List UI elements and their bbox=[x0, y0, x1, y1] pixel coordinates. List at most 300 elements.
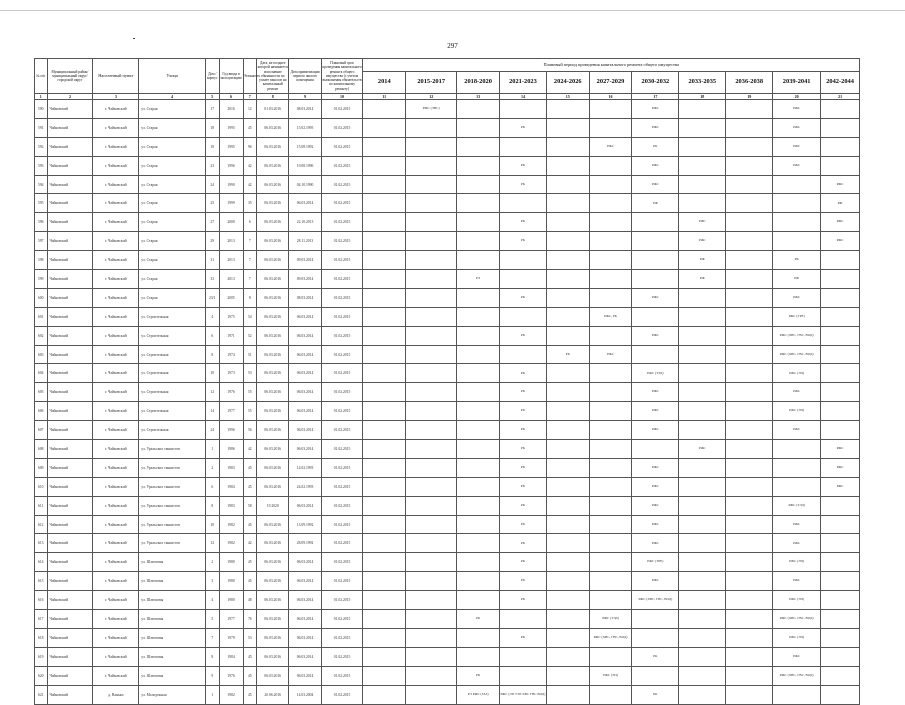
cell-period bbox=[406, 118, 457, 137]
cell-f: 56 bbox=[243, 421, 257, 440]
cell-no: 595 bbox=[35, 194, 48, 213]
cell-period bbox=[726, 194, 773, 213]
cell-period bbox=[726, 610, 773, 629]
cell-period bbox=[821, 402, 860, 421]
column-number: 11 bbox=[363, 94, 406, 100]
cell-y: 1984 bbox=[219, 647, 243, 666]
cell-period bbox=[679, 194, 726, 213]
cell-d1: 06.03.2016 bbox=[257, 515, 289, 534]
cell-set: г. Чайковский bbox=[93, 175, 139, 194]
cell-period bbox=[821, 591, 860, 610]
cell-period bbox=[546, 118, 589, 137]
cell-d3: 01.02.2015 bbox=[321, 251, 363, 270]
cell-period bbox=[546, 232, 589, 251]
table-row bbox=[35, 421, 860, 440]
cell-period bbox=[821, 421, 860, 440]
cell-h: 17 bbox=[205, 100, 219, 119]
cell-mun: Чайковский bbox=[47, 477, 93, 496]
cell-period bbox=[773, 194, 821, 213]
cell-h: 25 bbox=[205, 194, 219, 213]
cell-period bbox=[589, 591, 632, 610]
cell-mun: Чайковский bbox=[47, 440, 93, 459]
cell-d3: 01.02.2015 bbox=[321, 515, 363, 534]
cell-d2: 15.02.1995 bbox=[289, 118, 321, 137]
cell-str: ул. Старая bbox=[139, 288, 206, 307]
cell-period bbox=[457, 118, 500, 137]
cell-mun: Чайковский bbox=[47, 685, 93, 704]
cell-str: ул. Строительная bbox=[139, 421, 206, 440]
cell-period bbox=[457, 232, 500, 251]
cell-period bbox=[546, 156, 589, 175]
cell-y: 2013 bbox=[219, 270, 243, 289]
cell-period bbox=[499, 647, 546, 666]
cell-h: 23 bbox=[205, 156, 219, 175]
cell-h: 4 bbox=[205, 307, 219, 326]
cell-period bbox=[363, 572, 406, 591]
cell-period bbox=[499, 100, 546, 119]
cell-f: 7 bbox=[243, 232, 257, 251]
cell-str: ул. Уральских танкистов bbox=[139, 534, 206, 553]
cell-str: ул. Старая bbox=[139, 213, 206, 232]
cell-period bbox=[726, 647, 773, 666]
cell-d1: 06.03.2016 bbox=[257, 591, 289, 610]
cell-period bbox=[363, 270, 406, 289]
column-number: 20 bbox=[773, 94, 821, 100]
cell-period: РЖС bbox=[773, 383, 821, 402]
cell-period bbox=[406, 628, 457, 647]
cell-period bbox=[546, 610, 589, 629]
cell-y: 1973 bbox=[219, 364, 243, 383]
cell-period bbox=[546, 647, 589, 666]
cell-no: 606 bbox=[35, 402, 48, 421]
cell-period bbox=[546, 307, 589, 326]
cell-y: 1977 bbox=[219, 610, 243, 629]
cell-mun: Чайковский bbox=[47, 421, 93, 440]
cell-h: 27 bbox=[205, 213, 219, 232]
cell-period bbox=[457, 156, 500, 175]
cell-d3: 01.02.2015 bbox=[321, 421, 363, 440]
cell-d3: 01.02.2015 bbox=[321, 402, 363, 421]
cell-no: 609 bbox=[35, 458, 48, 477]
cell-period bbox=[363, 685, 406, 704]
column-number: 16 bbox=[589, 94, 632, 100]
cell-h: 2 bbox=[205, 553, 219, 572]
table-row bbox=[35, 345, 860, 364]
cell-period bbox=[457, 515, 500, 534]
cell-period: РЖС bbox=[679, 232, 726, 251]
cell-d1: 06.03.2016 bbox=[257, 477, 289, 496]
cell-h: 14 bbox=[205, 402, 219, 421]
cell-period bbox=[457, 100, 500, 119]
cell-period bbox=[406, 156, 457, 175]
col-header-commissioning-year: Год ввода в эксплуатацию bbox=[219, 59, 243, 94]
column-number: 21 bbox=[821, 94, 860, 100]
cell-period bbox=[499, 345, 546, 364]
cell-d1: 06.03.2016 bbox=[257, 270, 289, 289]
cell-period bbox=[821, 288, 860, 307]
cell-set: г. Чайковский bbox=[93, 270, 139, 289]
cell-str: ул. Старая bbox=[139, 232, 206, 251]
cell-y: 1996 bbox=[219, 156, 243, 175]
cell-period bbox=[363, 402, 406, 421]
cell-period bbox=[632, 251, 679, 270]
cell-period bbox=[546, 553, 589, 572]
cell-period bbox=[546, 496, 589, 515]
cell-h: 7 bbox=[205, 628, 219, 647]
cell-d2: 09.03.2014 bbox=[289, 251, 321, 270]
cell-period: РЖС bbox=[773, 156, 821, 175]
cell-d3: 01.02.2015 bbox=[321, 628, 363, 647]
cell-d2: 06.03.2014 bbox=[289, 610, 321, 629]
cell-period: РЖС bbox=[773, 100, 821, 119]
cell-no: 620 bbox=[35, 666, 48, 685]
cell-d1: 06.03.2016 bbox=[257, 345, 289, 364]
cell-period: РЖС bbox=[589, 345, 632, 364]
col-header-street: Улица bbox=[139, 59, 206, 94]
cell-no: 614 bbox=[35, 553, 48, 572]
cell-period: РК bbox=[457, 666, 500, 685]
cell-period bbox=[363, 553, 406, 572]
cell-period bbox=[363, 232, 406, 251]
cell-mun: Чайковский bbox=[47, 100, 93, 119]
cell-d3: 01.02.2015 bbox=[321, 591, 363, 610]
cell-set: г. Чайковский bbox=[93, 610, 139, 629]
cell-mun: Чайковский bbox=[47, 553, 93, 572]
cell-period bbox=[499, 137, 546, 156]
cell-period bbox=[726, 515, 773, 534]
cell-period bbox=[726, 421, 773, 440]
table-row bbox=[35, 534, 860, 553]
cell-str: ул. Шлюзовая bbox=[139, 666, 206, 685]
cell-period bbox=[589, 496, 632, 515]
table-row bbox=[35, 100, 860, 119]
cell-period bbox=[457, 496, 500, 515]
cell-period bbox=[726, 288, 773, 307]
cell-d3: 01.02.2015 bbox=[321, 534, 363, 553]
cell-d3: 01.02.2015 bbox=[321, 553, 363, 572]
cell-period bbox=[363, 251, 406, 270]
cell-period bbox=[363, 364, 406, 383]
cell-period bbox=[589, 383, 632, 402]
cell-f: 76 bbox=[243, 610, 257, 629]
cell-no: 597 bbox=[35, 232, 48, 251]
cell-period bbox=[363, 137, 406, 156]
cell-period: РЖС bbox=[773, 534, 821, 553]
cell-y: 2016 bbox=[219, 100, 243, 119]
cell-period: РЖ bbox=[773, 270, 821, 289]
cell-y: 1976 bbox=[219, 383, 243, 402]
cell-period bbox=[632, 307, 679, 326]
cell-period bbox=[363, 175, 406, 194]
cell-period bbox=[406, 572, 457, 591]
cell-h: 29 bbox=[205, 232, 219, 251]
cell-set: г. Чайковский bbox=[93, 515, 139, 534]
cell-mun: Чайковский bbox=[47, 270, 93, 289]
cell-str: ул. Старая bbox=[139, 156, 206, 175]
cell-set: г. Чайковский bbox=[93, 553, 139, 572]
cell-set: г. Чайковский bbox=[93, 156, 139, 175]
cell-period bbox=[589, 421, 632, 440]
cell-no: 592 bbox=[35, 137, 48, 156]
cell-period bbox=[546, 326, 589, 345]
cell-period bbox=[363, 515, 406, 534]
cell-period: РЖС bbox=[589, 137, 632, 156]
cell-period: РК bbox=[632, 647, 679, 666]
cell-d2: 06.03.2014 bbox=[289, 421, 321, 440]
column-number: 8 bbox=[257, 94, 289, 100]
cell-d1: 06.03.2016 bbox=[257, 213, 289, 232]
cell-y: 1996 bbox=[219, 421, 243, 440]
cell-f: 53 bbox=[243, 364, 257, 383]
cell-set: г. Чайковский bbox=[93, 666, 139, 685]
cell-no: 600 bbox=[35, 288, 48, 307]
cell-period bbox=[546, 213, 589, 232]
cell-period: РЖС (ТЭД) bbox=[632, 364, 679, 383]
cell-no: 613 bbox=[35, 534, 48, 553]
cell-period bbox=[363, 288, 406, 307]
cell-y: 1980 bbox=[219, 553, 243, 572]
cell-period: РЖС (ЭП) bbox=[773, 402, 821, 421]
cell-f: 55 bbox=[243, 402, 257, 421]
cell-d2: 06.03.2014 bbox=[289, 307, 321, 326]
cell-period bbox=[773, 477, 821, 496]
period-header: 2033-2035 bbox=[679, 72, 726, 94]
cell-set: г. Чайковский bbox=[93, 232, 139, 251]
cell-d1: 06.03.2016 bbox=[257, 175, 289, 194]
cell-period bbox=[457, 572, 500, 591]
cell-d2: 06.03.2014 bbox=[289, 628, 321, 647]
cell-period bbox=[821, 270, 860, 289]
cell-period bbox=[406, 647, 457, 666]
cell-d3: 01.02.2015 bbox=[321, 364, 363, 383]
cell-period bbox=[726, 496, 773, 515]
period-header: 2036-2038 bbox=[726, 72, 773, 94]
cell-period bbox=[457, 458, 500, 477]
cell-period bbox=[363, 383, 406, 402]
cell-no: 605 bbox=[35, 383, 48, 402]
table-row bbox=[35, 137, 860, 156]
cell-period bbox=[726, 156, 773, 175]
cell-period bbox=[726, 572, 773, 591]
cell-period: РК bbox=[499, 496, 546, 515]
cell-no: 618 bbox=[35, 628, 48, 647]
cell-mun: Чайковский bbox=[47, 288, 93, 307]
cell-f: 12 bbox=[243, 100, 257, 119]
cell-period bbox=[821, 553, 860, 572]
cell-f: 45 bbox=[243, 572, 257, 591]
cell-f: 35 bbox=[243, 194, 257, 213]
cell-period bbox=[363, 458, 406, 477]
column-number: 19 bbox=[726, 94, 773, 100]
cell-period bbox=[679, 477, 726, 496]
cell-period: РК bbox=[499, 477, 546, 496]
cell-period bbox=[679, 364, 726, 383]
cell-y: 2005 bbox=[219, 288, 243, 307]
cell-period bbox=[821, 383, 860, 402]
cell-period bbox=[726, 137, 773, 156]
table-body bbox=[35, 100, 860, 705]
cell-h: 10 bbox=[205, 364, 219, 383]
cell-period bbox=[499, 666, 546, 685]
cell-period bbox=[457, 647, 500, 666]
cell-period: РК bbox=[499, 232, 546, 251]
cell-no: 591 bbox=[35, 118, 48, 137]
table-row bbox=[35, 288, 860, 307]
cell-mun: Чайковский bbox=[47, 458, 93, 477]
cell-f: 55 bbox=[243, 383, 257, 402]
cell-d1: 06.03.2016 bbox=[257, 307, 289, 326]
cell-period bbox=[406, 137, 457, 156]
cell-no: 615 bbox=[35, 572, 48, 591]
cell-period bbox=[821, 251, 860, 270]
cell-period bbox=[821, 156, 860, 175]
cell-period: РЖС bbox=[821, 213, 860, 232]
table-row bbox=[35, 666, 860, 685]
cell-period bbox=[546, 421, 589, 440]
cell-d2: 06.03.2014 bbox=[289, 496, 321, 515]
table-row bbox=[35, 326, 860, 345]
cell-period bbox=[773, 685, 821, 704]
page-top-border bbox=[0, 10, 905, 11]
cell-period bbox=[726, 232, 773, 251]
cell-period: РЖС bbox=[632, 534, 679, 553]
table-row bbox=[35, 496, 860, 515]
cell-d2: 06.03.2014 bbox=[289, 440, 321, 459]
cell-period: РК bbox=[499, 364, 546, 383]
cell-period bbox=[589, 647, 632, 666]
column-number: 14 bbox=[499, 94, 546, 100]
cell-period bbox=[457, 288, 500, 307]
cell-period bbox=[726, 118, 773, 137]
cell-period bbox=[679, 496, 726, 515]
cell-d1: 06.03.2016 bbox=[257, 440, 289, 459]
cell-d3: 01.02.2015 bbox=[321, 477, 363, 496]
cell-period bbox=[499, 270, 546, 289]
cell-set: г. Чайковский bbox=[93, 440, 139, 459]
cell-d3: 01.02.2015 bbox=[321, 232, 363, 251]
cell-period bbox=[363, 307, 406, 326]
cell-period: РЖС (ЭП) bbox=[589, 666, 632, 685]
cell-period bbox=[821, 326, 860, 345]
cell-y: 1995 bbox=[219, 137, 243, 156]
cell-d2: 09.03.2014 bbox=[289, 270, 321, 289]
table-row bbox=[35, 553, 860, 572]
cell-d1: 06.03.2016 bbox=[257, 666, 289, 685]
cell-str: ул. Шлюзовая bbox=[139, 572, 206, 591]
cell-h: 10 bbox=[205, 515, 219, 534]
cell-period: РЖС bbox=[821, 477, 860, 496]
cell-period: РК bbox=[632, 137, 679, 156]
cell-mun: Чайковский bbox=[47, 364, 93, 383]
cell-d3: 01.02.2015 bbox=[321, 213, 363, 232]
cell-period bbox=[726, 326, 773, 345]
cell-period bbox=[679, 610, 726, 629]
cell-y: 1984 bbox=[219, 477, 243, 496]
cell-period bbox=[363, 421, 406, 440]
period-header: 2030-2032 bbox=[632, 72, 679, 94]
cell-period bbox=[457, 477, 500, 496]
cell-str: ул. Старая bbox=[139, 194, 206, 213]
cell-mun: Чайковский bbox=[47, 534, 93, 553]
cell-set: г. Чайковский bbox=[93, 194, 139, 213]
cell-period bbox=[821, 572, 860, 591]
cell-period bbox=[589, 194, 632, 213]
cell-period bbox=[406, 213, 457, 232]
scan-dot bbox=[133, 38, 135, 39]
cell-period bbox=[363, 440, 406, 459]
cell-d2: 28.09.1992 bbox=[289, 534, 321, 553]
cell-f: 45 bbox=[243, 458, 257, 477]
cell-period bbox=[679, 402, 726, 421]
cell-mun: Чайковский bbox=[47, 307, 93, 326]
col-header-house: Дом / корпус bbox=[205, 59, 219, 94]
column-number: 15 bbox=[546, 94, 589, 100]
cell-y: 1971 bbox=[219, 326, 243, 345]
cell-period bbox=[363, 118, 406, 137]
table-row bbox=[35, 213, 860, 232]
cell-mun: Чайковский bbox=[47, 402, 93, 421]
cell-d3: 01.02.2015 bbox=[321, 647, 363, 666]
cell-period bbox=[679, 137, 726, 156]
cell-period bbox=[589, 440, 632, 459]
cell-no: 593 bbox=[35, 156, 48, 175]
cell-period bbox=[363, 666, 406, 685]
cell-d3: 01.02.2015 bbox=[321, 175, 363, 194]
cell-period bbox=[821, 647, 860, 666]
cell-mun: Чайковский bbox=[47, 515, 93, 534]
cell-no: 608 bbox=[35, 440, 48, 459]
cell-f: 6 bbox=[243, 213, 257, 232]
cell-period bbox=[589, 458, 632, 477]
cell-set: г. Чайковский bbox=[93, 100, 139, 119]
cell-no: 619 bbox=[35, 647, 48, 666]
cell-y: 1980 bbox=[219, 572, 243, 591]
period-header: 2024-2026 bbox=[546, 72, 589, 94]
cell-period: РЖС bbox=[632, 515, 679, 534]
cell-period bbox=[589, 118, 632, 137]
cell-period bbox=[457, 628, 500, 647]
cell-period bbox=[457, 345, 500, 364]
cell-no: 601 bbox=[35, 307, 48, 326]
cell-set: г. Чайковский bbox=[93, 572, 139, 591]
table-row bbox=[35, 572, 860, 591]
cell-y: 1975 bbox=[219, 307, 243, 326]
cell-d1: 06.03.2016 bbox=[257, 383, 289, 402]
cell-period bbox=[457, 383, 500, 402]
cell-no: 594 bbox=[35, 175, 48, 194]
cell-f: 45 bbox=[243, 685, 257, 704]
cell-period bbox=[589, 685, 632, 704]
period-header: 2021-2023 bbox=[499, 72, 546, 94]
cell-y: 1999 bbox=[219, 194, 243, 213]
cell-no: 598 bbox=[35, 251, 48, 270]
cell-period bbox=[363, 213, 406, 232]
cell-period bbox=[406, 610, 457, 629]
cell-mun: Чайковский bbox=[47, 213, 93, 232]
cell-y: 1982 bbox=[219, 515, 243, 534]
cell-y: 1980 bbox=[219, 591, 243, 610]
cell-period bbox=[363, 156, 406, 175]
cell-no: 616 bbox=[35, 591, 48, 610]
cell-d1: 06.03.2016 bbox=[257, 288, 289, 307]
cell-period bbox=[406, 534, 457, 553]
cell-period bbox=[726, 402, 773, 421]
cell-period bbox=[821, 364, 860, 383]
cell-d2: 06.03.2014 bbox=[289, 553, 321, 572]
cell-d1: 06.03.2016 bbox=[257, 647, 289, 666]
period-header: 2015-2017 bbox=[406, 72, 457, 94]
cell-period bbox=[546, 383, 589, 402]
